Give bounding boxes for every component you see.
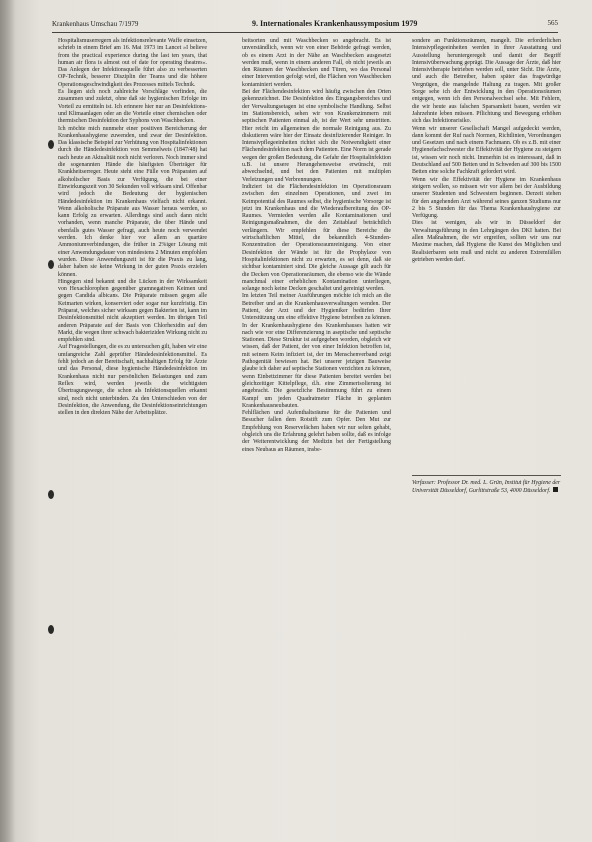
running-header	[52, 19, 558, 31]
paragraph: Hingegen sind bekannt und die Lücken in der Wirksamkeit von Hexachlorophen gegenüber gramnegativen Keimen und gegen Candida albicans. Die Präparate müssen gegen alle Keimarten wirken, konserviert oder sogar nur kurzfristig. Ein Präparat, welches sicher wirksam gegen Bakterien ist, kann im Desinfektionsmittel nicht akzeptiert werden. Im übrigen Teil anderen Präparate auf der Basis von Chlorhexidin auf den Markt, die wegen ihrer schwach bakteriziden Wirkung nicht zu empfehlen sind.	[58, 278, 207, 344]
text-column-3	[412, 38, 561, 264]
paragraph: beitsorten und mit Waschbecken so angebracht. Es ist unverständlich, wenn wir von einer Behörde gefragt werden, ob es einem Arzt in der Nähe an Waschbecken ausgesetzt werden muß, wenn in einem anderen Fall, ob nicht jeweils an den Räumen der Waschbecken und Türen, wo das Personal einer Intervention gefolgt wird, die Flächen von Waschbecken kontaminiert werden.	[242, 38, 391, 88]
journal-name: Krankenhaus Umschau 7/1979	[52, 20, 139, 28]
paragraph: Wenn wir unserer Gesellschaft Mangel aufgedeckt werden, dann kommt der Ruf nach Normen, Richtlinien, Verordnungen und Gesetzen und nach einem Fachmann. Ob es z.B. mit einer Hygienefachschwester die Effektivität der Hygiene zu steigern ist, wissen wir noch nicht. Immerhin ist es interessant, daß in Deutschland auf 500 Betten und in Schweden auf 300 bis 1500 Betten eine solche Fachkraft gefordert wird.	[412, 125, 561, 176]
paragraph: Indiziert ist die Flächendesinfektion im Operationsraum zwischen den einzelnen Operationen, und zwei im Keimpotential des Raumes selbst, die hygienische Vorsorge ist jetzt im Krankenhaus und die Wiederaufbereitung des OP-Raumes. Vermieden werden alle Kontaminationen und Reinigungsmaßnahmen, die den Zeitablauf beträchtlich verlängern. Wir empfehlen für diese Bereiche die wirtschaftlichen Mittel, die bekanntlich 4-Stunden-Konzentration der Operationsraumreinigung. Von einer Desinfektion der Wände ist für die Prophylaxe von Hospitalinfektionen nicht zu erwarten, es sei denn, daß sie sichtbar kontaminiert sind. Die gleiche Aussage gilt auch für die Decken von Operationsräumen, die ebenso wie die Wände manchmal einer erheblichen Kontamination unterliegen, solange noch keine Decken geschaltet und gereinigt werden.	[242, 183, 391, 293]
symposium-title: 9. Internationales Krankenhaussymposium 1979	[252, 19, 418, 28]
page-number: 565	[547, 19, 558, 27]
author-note	[412, 480, 561, 496]
paragraph: Auf Fragestellungen, die es zu untersuchen gilt, haben wir eine umfangreiche Zahl geprüfter Händedesinfektionsmittel. Es fehlt jedoch an der Bereitschaft, nachhaltigen Erfolg für Ärzte und das Personal, diese hygienische Händedesinfektion im Krankenhaus nicht nur persönlichen Belastungen und zum Reflex wird, werden jeweils die wichtigsten Übertragungswege, die schon als Infektionsquellen erkannt sind, noch nicht unterbinden. Zu den Unterschieden von der Desinfektion, die Anwendung, die Desinfektionseinrichtungen stellen in den direkten Nähe der Arbeitsplätze.	[58, 344, 207, 417]
paragraph: Hospitalismuserregern als infektionsrelevante Waffe einsetzen, schrieb in einem Brief am 16. Mai 1973 im Lancet »I believe from the practical experience during the last ten years, that human air flora is almost out of date for operating theatres«. Das Anlegen der Infektionsquelle führt also zu verbesserten OP-Technik, besserer Disziplin der Teams und die höhere Operationsgeschwindigkeit des Prozesses mittels Technik.	[58, 38, 207, 88]
end-of-article-mark	[553, 487, 558, 492]
paragraph: Es liegen sich noch zahlreiche Vorschläge vorfinden, die zusammen und zuletzt, ohne daß sie hygienischen Erfolge im Vorteil zu ermitteln ist. Ich erinnere hier nur an Desinfektions- und Klimaanlagen oder an die Vorteile einer chemischen oder thermischen Desinfektion der Syphons von Waschbecken.	[58, 89, 207, 125]
author-note-rule	[412, 475, 561, 476]
paragraph: Bei der Flächendesinfektion wird häufig zwischen den Orten gekennzeichnet. Die Desinfektion des Eingangsbereiches und der Verwaltungsetagen ist eine symbolische Handlung. Selbst im Stationsbereich, sehen wir von Krankenzimmern mit septischen Patienten einmal ab, ist der Wert sehr umstritten. Hier reicht im allgemeinen die normale Reinigung aus. Zu diskutieren wäre hier der Einsatz desinfizierender Reiniger. In Intensivpflegeeinheiten richtet sich die Notwendigkeit einer Flächendesinfektion nach dem Patienten. Eine Norm ist gerade wegen der großen Bedeutung, die Gefahr der Hospitalinfektion u.B. ist unsere Herangehensweise erwünscht, mit abwechselnd, und bei den Patienten mit multiplen Verletzungen und Verbrennungen.	[242, 89, 391, 183]
header-rule	[52, 32, 558, 33]
text-column-1	[58, 38, 207, 417]
binding-hole	[48, 140, 54, 149]
paragraph: Wenn wir die Effektivität der Hygiene im Krankenhaus steigern wollen, so müssen wir vor allem bei der Ausbildung unserer Studenten und Schwestern beginnen. Derzeit stehen für den angehenden Arzt während seines ganzen Studiums nur 2 bis 5 Stunden für das Thema Krankenhaushygiene zur Verfügung.	[412, 176, 561, 220]
book-gutter-shadow	[0, 0, 16, 842]
paragraph: sondere an Funktionsräumen, mangelt. Die erforderlichen Intensivpflegeeinheiten werden in ihrer Ausstattung und Ausstellung heruntergeregelt und damit der Begriff Intensivüberwachung geprägt. Die Aussage der Ärzte, daß hier Intensivtherapie betrieben werden soll, unter Sicht. Die Ärzte, und auch die Betreiber, haben später das fragwürdige Vergnügen, die mangelnde Haltung zu tragen. Mit großer Sorge sehe ich der Entwicklung in den Operationsräumen entgegen, wenn ich den Personalwechsel sehe. Mit Fehlern, die wir heute aus falschen Sparsamkeit bauen, werden wir Jahrzehnte leben müssen. Pflichtung und Bewegung erhöhen sich das Infektionsrisiko.	[412, 38, 561, 125]
author-note-text: Verfasser: Professor Dr. med. L. Grün, Institut für Hygiene der Universität Düsseldorf, Gurlittstraße 53, 4000 Düsseldorf.	[412, 480, 561, 495]
binding-hole	[48, 625, 54, 634]
paragraph: Dies ist wenigen, als wir in Düsseldorf der Verwaltungsführung in den Lehrgängen des DKI hatten. Bei allen Maßnahmen, die wir ergreifen, sollten wir uns nur Maxime machen, daß Hygiene die Kunst des Möglichen und Realisierbaren sein muß und nicht zu anderen Extremfällen getrieben werden darf.	[412, 220, 561, 263]
paragraph: Ich möchte mich nunmehr einer positiven Bereicherung der Krankenhaushygiene zuwenden, und zwar der Desinfektion. Das klassische Beispiel zur Verhütung von Hospitalinfektionen durch die Händedesinfektion von Semmelweis (1847/48) hat nach heute an Aktualität noch nicht verloren. Noch immer sind die sogenannten Hände die häufigsten Überträger für Krankheitserreger. Heute steht eine Fülle von Präparaten auf alkoholischer Basis zur Verfügung, die bei einer Einwirkungszeit von 30 Sekunden voll wirksam sind. Offenbar wird jedoch die Bedeutung der hygienischen Händedesinfektion im Krankenhaus vielfach nicht erkannt. Wenn alkoholische Präparate aus Wasser heraus werden, so kann Erfolg zu erwarten. Allerdings sind auch dann nicht vorhanden, wenn manche Präparate, die über Hände und ebenfalls gutes Wasser gefragt, auch heute noch verwendet werden. Ich denke hier vor allem an quartäre Ammoniumverbindungen, die früher in 2%iger Lösung mit einer Anwendungsdauer von mindestens 2 Minuten empfohlen wurden. Diese Anwendungszeit ist für die Praxis zu lang, daher haben sie keine Wirkung in der guten Praxis erzielen können.	[58, 125, 207, 278]
text-column-2	[242, 38, 391, 454]
paragraph: Im letzten Teil meiner Ausführungen möchte ich mich an die Betreiber und an die Krankenhausverwaltungen wenden. Der Patient, der Arzt und der Hygieniker bedürfen Ihrer Unterstützung um eine effektive Hygiene betreiben zu können. In der Krankenhaushygiene des Krankenhauses hatten wir nach wie vor eine Differenzierung in aseptische und septische Stationen. Diese Struktur ist aufgegeben worden, obgleich wir wissen, daß der Patient, der von einer Infektion betroffen ist, mit seinem Keim infiziert ist, der im Menschenverband zeigt Pathogenität bewiesen hat. Bei unserer jetzigen Bauweise glaube ich daher auf septische Stationen verzichten zu können, wenn Einbettzimmer für diese Patienten bereitet werden bei gleichzeitiger Kittelpflege, d.h. eine Zimmerisolierung ist angebracht. Die gesetzliche Bestimmung führt zu einem Kampf um jeden Quadratmeter Fläche in geplanten Krankenhausneubauten.	[242, 293, 391, 409]
paragraph: Fehlflächen und Aufenthaltsräume für die Patienten und Besucher fallen dem Rotstift zum Opfer. Den Mut zur Empfehlung von Reservefächen haben wir nur selten gehabt, obgleich uns die Erfahrung gelehrt haben sollte, daß es infolge der Weiterentwicklung der Medizin bei der Fertigstellung eines Neubaus an Räumen, insbe-	[242, 410, 391, 453]
binding-hole	[48, 490, 54, 499]
binding-hole	[48, 260, 54, 269]
